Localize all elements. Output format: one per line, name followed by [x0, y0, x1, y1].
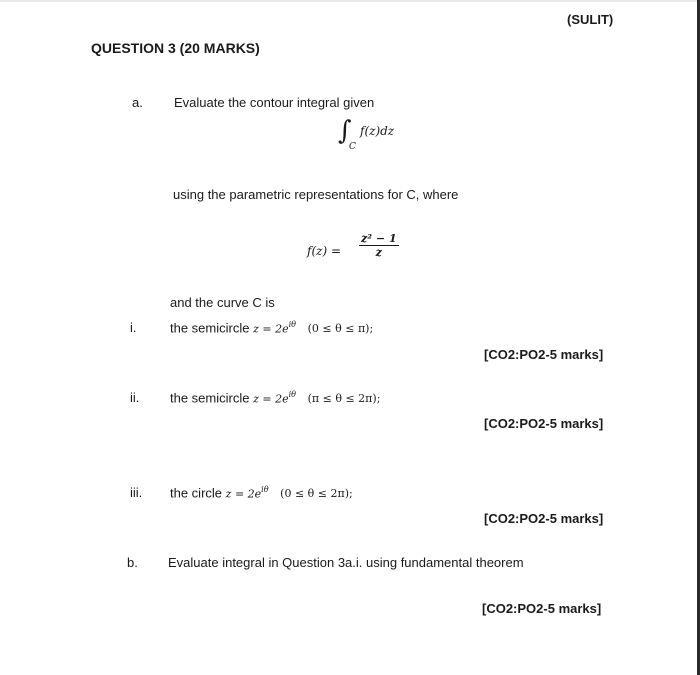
item-i-range: (0 ≤ θ ≤ π);	[307, 322, 374, 336]
item-iii-expr: z = 2e	[225, 487, 262, 501]
sulit-header: (SULIT)	[567, 12, 614, 27]
item-i-statement	[170, 320, 373, 335]
item-ii-statement	[170, 390, 380, 405]
param-text: using the parametric representations for C, where	[173, 187, 459, 202]
function-numerator: z² − 1	[361, 232, 397, 245]
item-ii-range: (π ≤ θ ≤ 2π);	[307, 392, 381, 406]
item-i-label: i.	[130, 320, 137, 335]
item-ii-exp: iθ	[288, 390, 296, 399]
item-i-text: the semicircle	[170, 320, 250, 336]
item-ii-marks: [CO2:PO2-5 marks]	[484, 416, 604, 431]
item-iii-marks: [CO2:PO2-5 marks]	[484, 511, 604, 526]
curve-text: and the curve C is	[170, 295, 275, 310]
integral-sign: ∫	[338, 116, 352, 146]
integral-body: f(z)dz	[360, 124, 395, 138]
question-title: QUESTION 3 (20 MARKS)	[91, 40, 260, 56]
item-ii-text: the semicircle	[170, 390, 250, 406]
part-a-intro: Evaluate the contour integral given	[174, 95, 375, 110]
part-b-text: Evaluate integral in Question 3a.i. using fundamental theorem	[168, 555, 524, 570]
item-i-expr: z = 2e	[253, 322, 289, 336]
item-iii-exp: iθ	[261, 485, 269, 494]
item-iii-statement	[170, 485, 353, 500]
item-ii-label: ii.	[130, 390, 140, 405]
item-iii-text: the circle	[170, 485, 223, 501]
part-b-label: b.	[127, 555, 138, 570]
item-iii-range: (0 ≤ θ ≤ 2π);	[280, 487, 353, 501]
item-iii-label: iii.	[130, 485, 143, 500]
part-a-label: a.	[132, 95, 143, 110]
item-i-exp: iθ	[288, 320, 296, 329]
function-denominator: z	[375, 246, 382, 259]
item-i-marks: [CO2:PO2-5 marks]	[484, 347, 604, 362]
function-fraction	[359, 232, 399, 259]
item-ii-expr: z = 2e	[253, 392, 289, 406]
page-top-edge	[0, 0, 700, 2]
function-lhs: f(z) =	[307, 244, 341, 258]
part-b-marks: [CO2:PO2-5 marks]	[482, 601, 602, 616]
integral-contour-sub: C	[349, 142, 356, 152]
